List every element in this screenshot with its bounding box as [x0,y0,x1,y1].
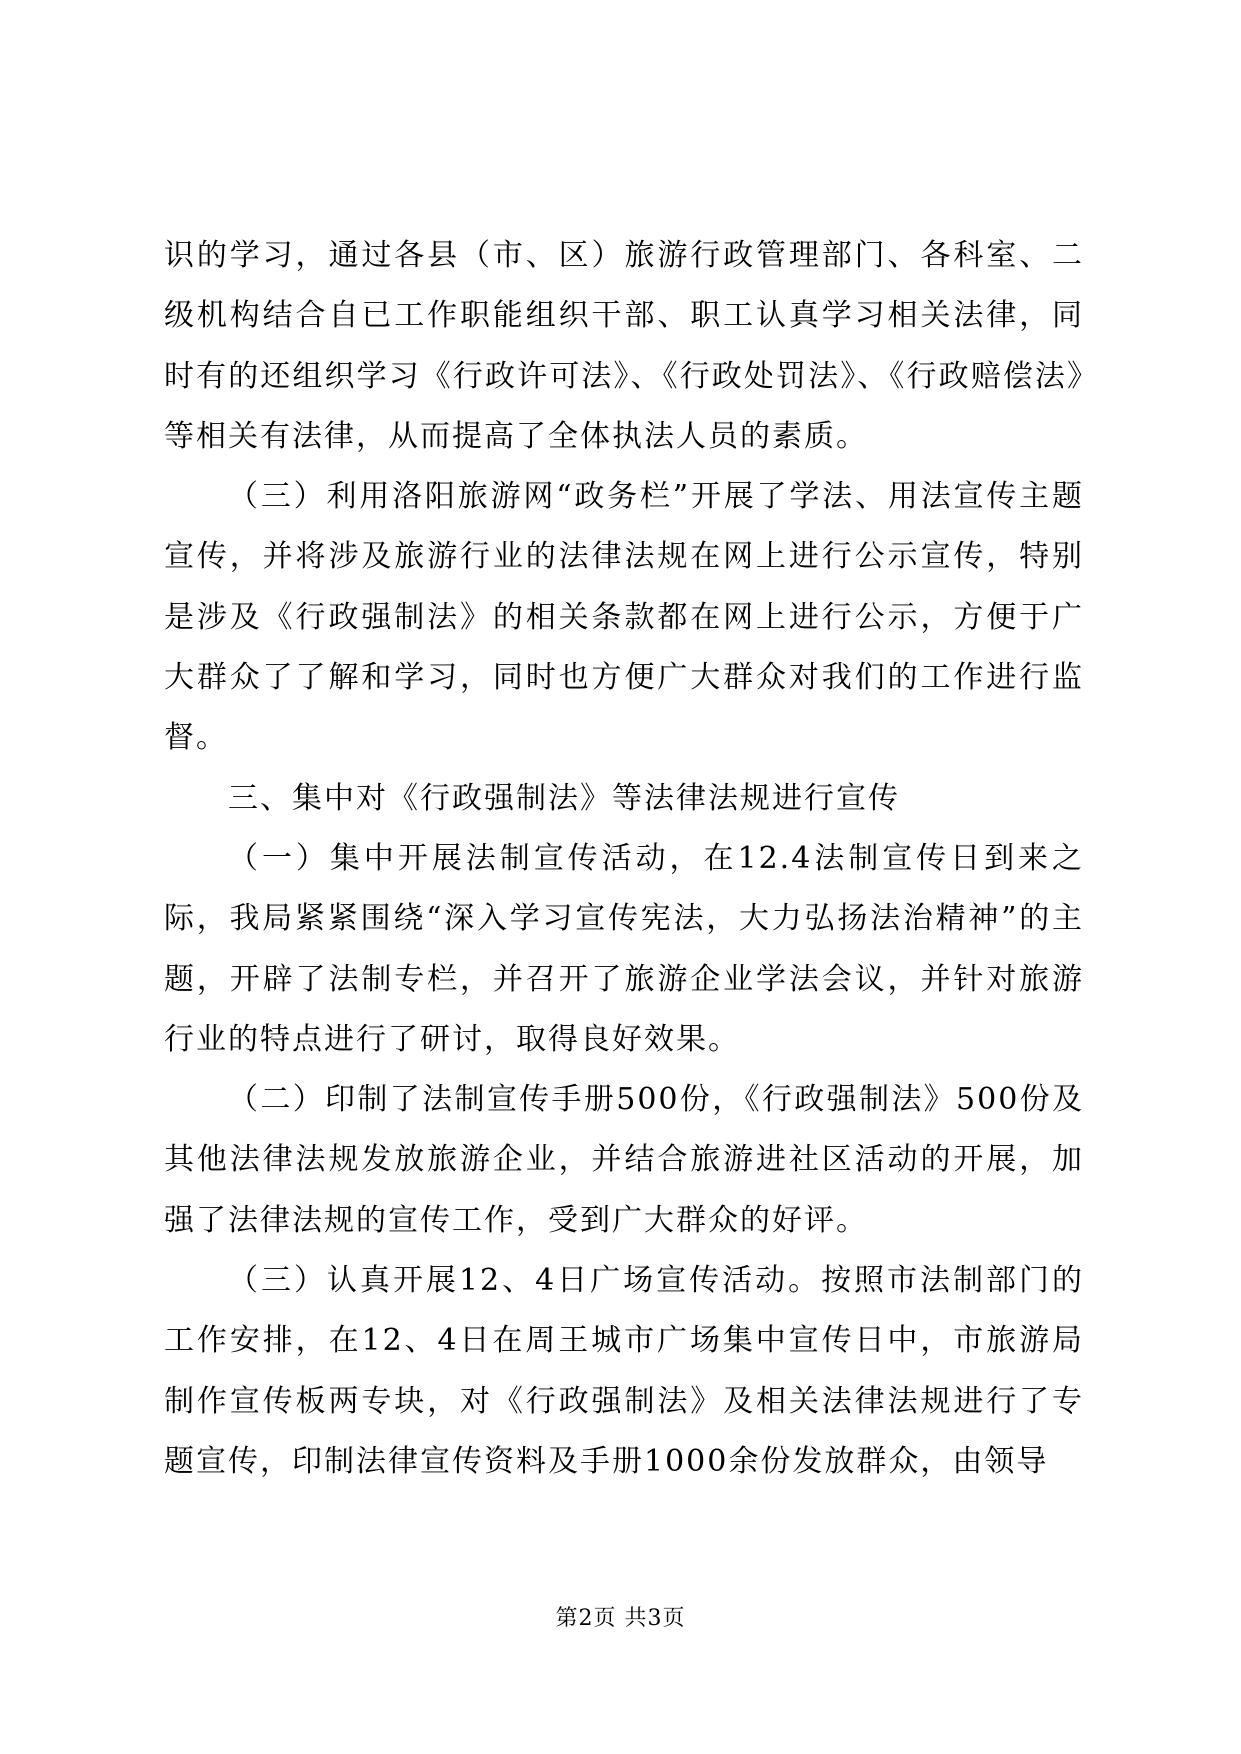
section-heading-3: 三、集中对《行政强制法》等法律法规进行宣传 [228,780,900,816]
page-footer: 第2页 共3页 [555,1606,686,1631]
paragraph-item-1-campaign: （一）集中开展法制宣传活动，在12.4法制宣传日到来之际，我局紧紧围绕“深入学习宣传宪法，大力弘扬法治精神”的主题，开辟了法制专栏，并召开了旅游企业学法会议，并针对旅游行业的特点进行了研讨，取得良好效果。 [164,840,1084,1057]
paragraph-item-3-square-event: （三）认真开展12、4日广场宣传活动。按照市法制部门的工作安排，在12、4日在周王城市广场集中宣传日中，市旅游局制作宣传板两专块，对《行政强制法》及相关法律法规进行了专题宣传，印制法律宣传资料及手册1000余份发放群众，由领导 [164,1263,1084,1479]
paragraph-item-2-handbook: （二）印制了法制宣传手册500份，《行政强制法》500份及其他法律法规发放旅游企业，并结合旅游进社区活动的开展，加强了法律法规的宣传工作，受到广大群众的好评。 [164,1082,1084,1238]
paragraph-item-3-website: （三）利用洛阳旅游网“政务栏”开展了学法、用法宣传主题宣传，并将涉及旅游行业的法律法规在网上进行公示宣传，特别是涉及《行政强制法》的相关条款都在网上进行公示，方便于广大群众了了解和学习，同时也方便广大群众对我们的工作进行监督。 [164,479,1084,756]
paragraph-continuation: 识的学习，通过各县（市、区）旅游行政管理部门、各科室、二级机构结合自已工作职能组织干部、职工认真学习相关法律，同时有的还组织学习《行政许可法》、《行政处罚法》、《行政赔偿法》等相关有法律，从而提高了全体执法人员的素质。 [164,238,1084,454]
document-body [164,226,1084,1492]
